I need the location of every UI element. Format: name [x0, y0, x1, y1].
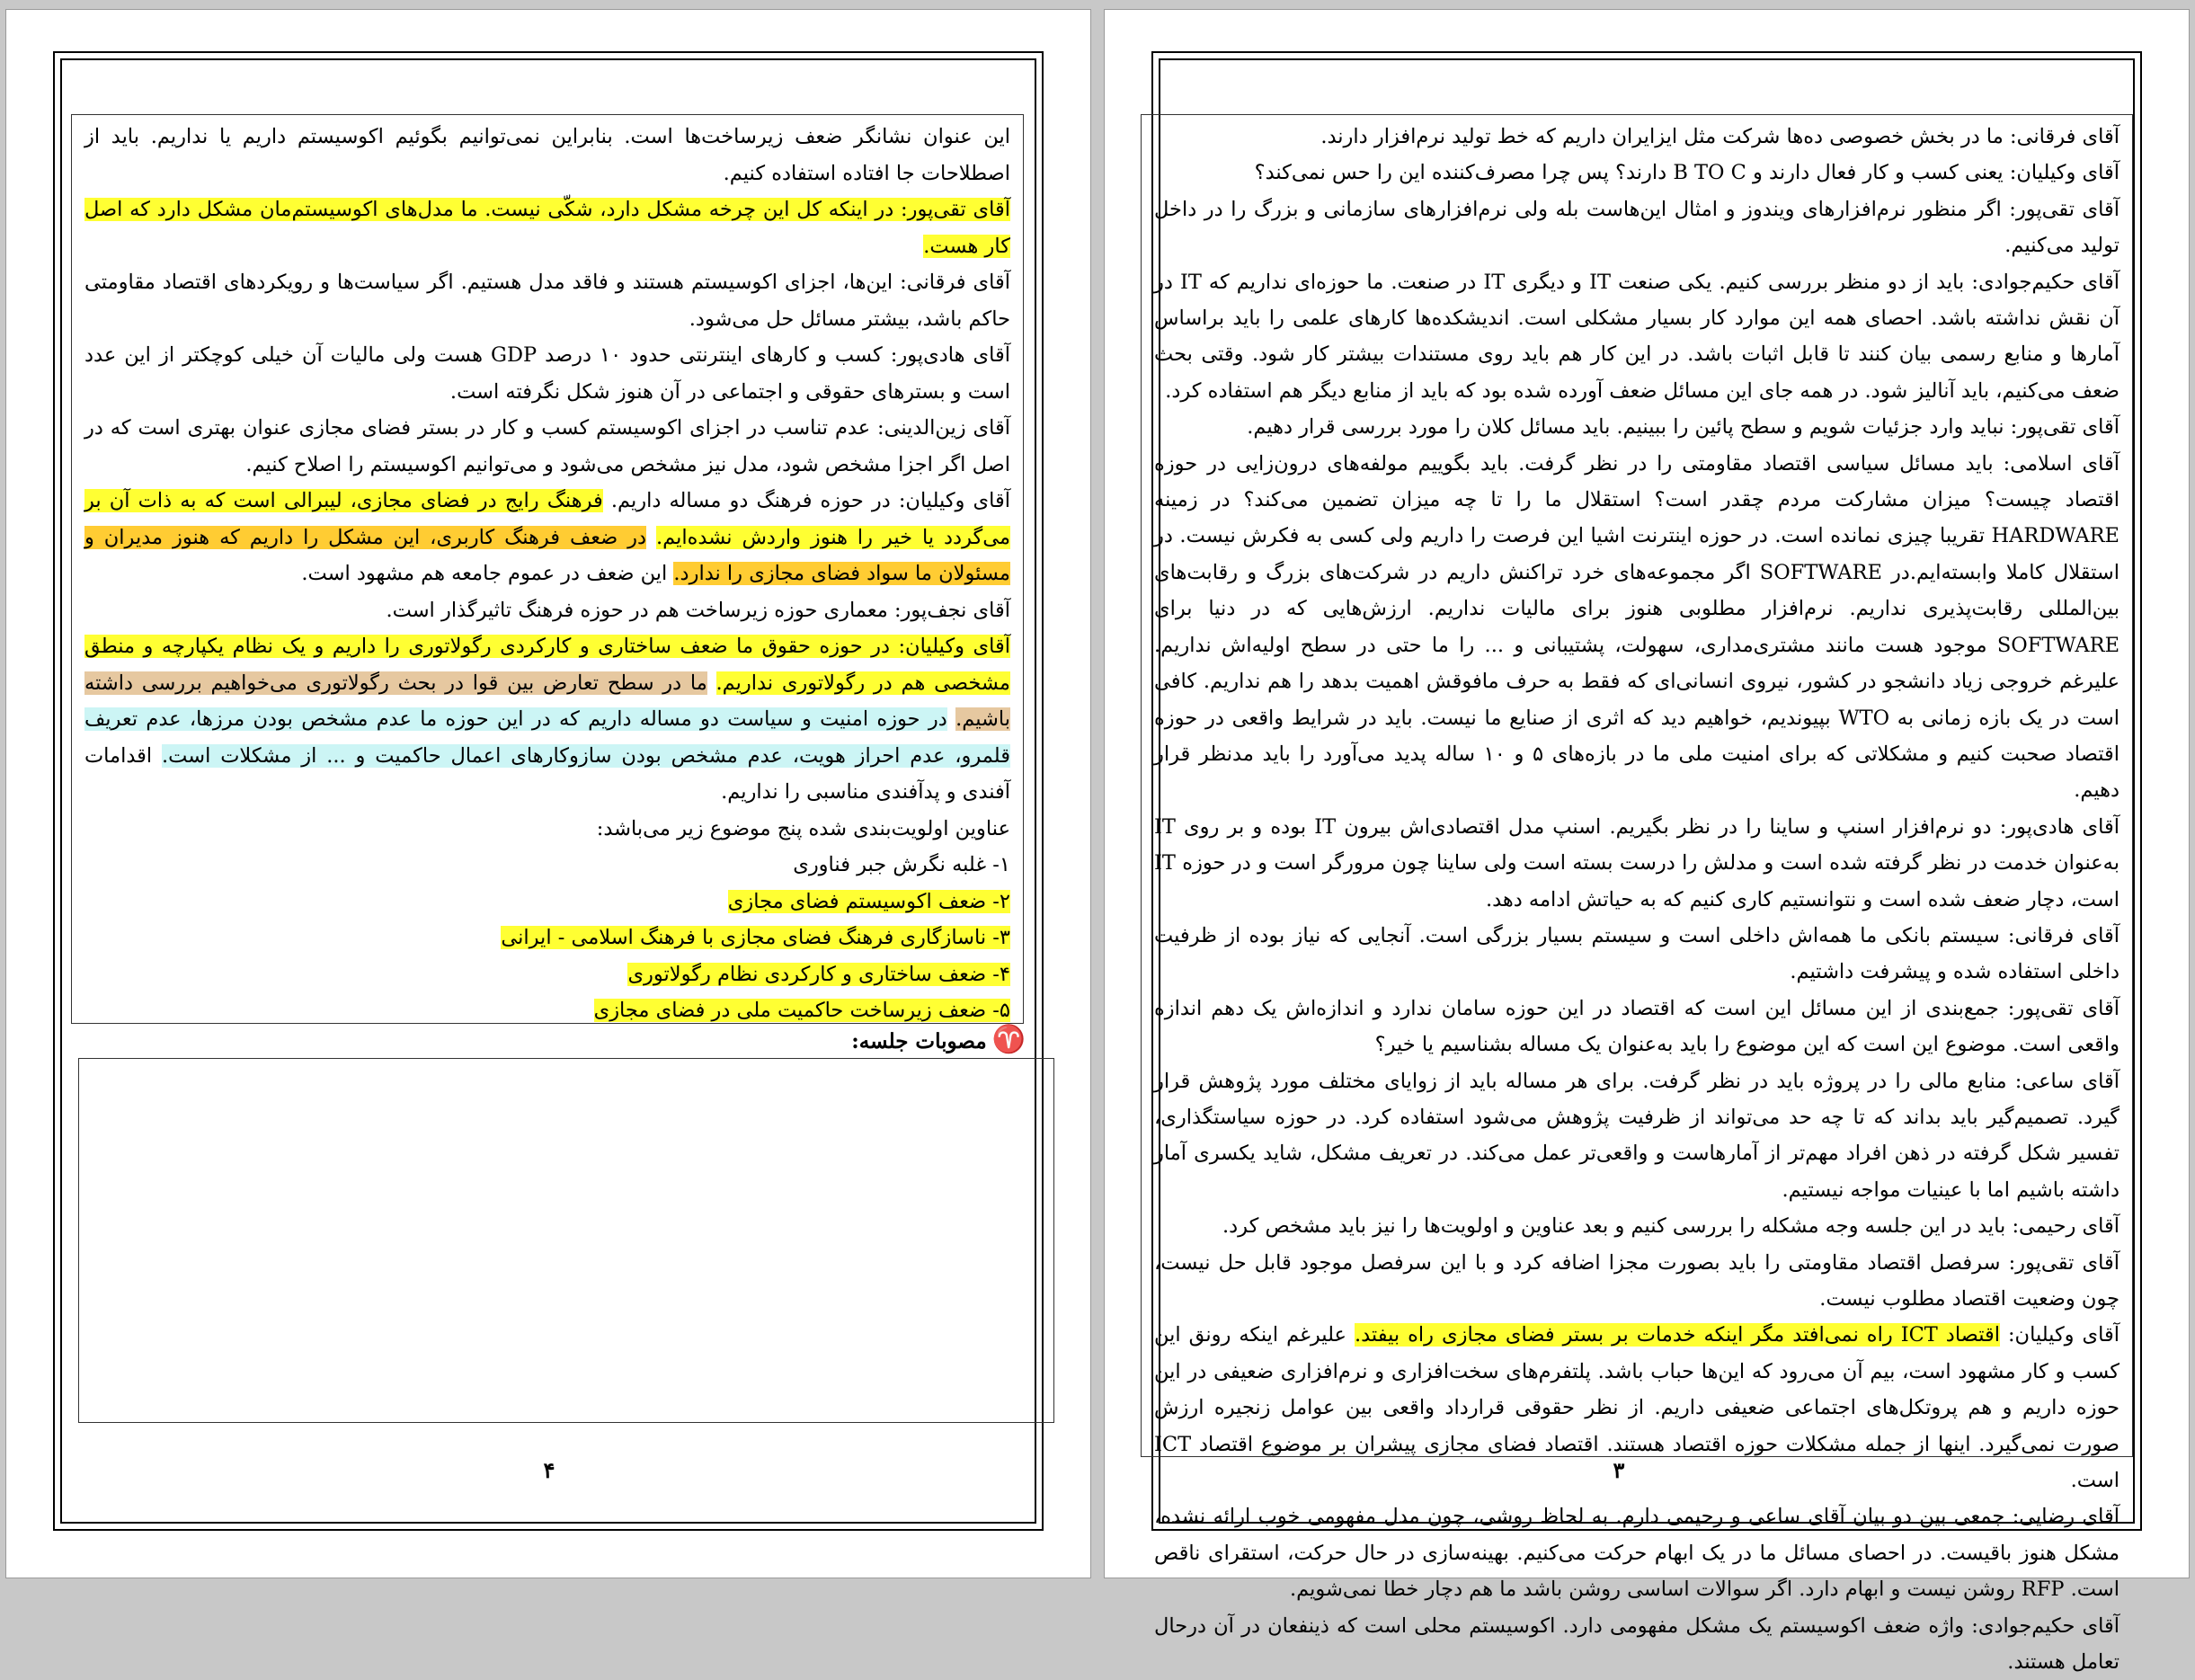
decisions-box: [78, 1058, 1054, 1423]
priority-item: ۲- ضعف اکوسیستم فضای مجازی: [727, 889, 1010, 913]
priorities-intro: عناوین اولویت‌بندی شده پنج موضوع زیر می‌باشد:: [596, 816, 1010, 840]
page-number: ۴: [543, 1457, 555, 1483]
highlight: آقای وکیلیان: در حوزه حقوق ما ضعف ساختاری و کارکردی رگولاتوری را داریم و یک نظام یکپارچه و منطق مشخصی هم در رگولاتوری نداریم.: [84, 635, 1010, 695]
minutes-textbox: [1141, 114, 2133, 1675]
highlight: آقای تقی‌پور: در اینکه کل این چرخه مشکل دارد، شکّی نیست. ما مدل‌های اکوسیستم‌مان مشکل دارد که اصل کار هست.: [84, 198, 1010, 258]
paragraph: آقای وکیلیان: اقتصاد ICT راه نمی‌افتد مگر اینکه خدمات بر بستر فضای مجازی راه بیفتد. علیرغم اینکه رونق این کسب و کار مشهود است، بیم آن می‌رود که این‌ها حباب باشد. پلتفرم‌های سخت‌افزاری و نرم‌افزاری ضعیفی در این حوزه داریم و هم پروتکل‌های اجتماعی ضعیفی داریم. از نظر حقوقی قرارداد واقعی بین عوامل زنجیره ارزش صورت نمی‌گیرد. اینها از جمله مشکلات حوزه اقتصاد هستند. اقتصاد فضای مجازی پیشران بر موضوع اقتصاد ICT است.: [1154, 1323, 2119, 1493]
paragraph: آقای تقی‌پور: نباید وارد جزئیات شویم و سطح پائین را ببینیم. باید مسائل کلان را مورد بررسی قرار دهیم.: [1247, 415, 2119, 440]
paragraph: آقای فرقانی: سیستم بانکی ما همه‌اش داخلی است و سیستم بسیار بزرگی است. آنجایی که نیاز بوده از ظرفیت داخلی استفاده شده و پیشرفت داشتیم.: [1154, 923, 2119, 984]
page-3: [1104, 9, 2190, 1675]
paragraph: [84, 191, 1010, 264]
paragraph: آقای نجف‌پور: معماری حوزه زیرساخت هم در حوزه فرهنگ تاثیرگذار است.: [386, 598, 1010, 622]
paragraph: آقای اسلامی: باید مسائل سیاسی اقتصاد مقاومتی را در نظر گرفت. باید بگوییم مولفه‌های درون‌زایی در حوزه اقتصاد چیست؟ میزان مشارکت مردم چقدر است؟ استقلال ما را تا چه میزان تضمین می‌کند؟ در زمینه HARDWARE تقریبا چیزی نمانده است. در حوزه اینترنت اشیا این فرصت را داریم ولی کسی به فکرش نیست. در استقلال کاملا وابسته‌ایم.در SOFTWARE اگر مجموعه‌های خرد تراکنش داریم در شرکت‌های بزرگ و رقابت‌های بین‌المللی رقابت‌پذیری نداریم. نرم‌افزار مطلوبی هنوز برای مالیات نداریم. ارزش‌هایی که در دنیا برای SOFTWARE موجود هست مانند مشتری‌مداری، سهولت، پشتیبانی و ... را ما حتی در سطح اولیه‌اش نداریم. علیرغم خروجی زیاد دانشجو در کشور، نیروی انسانی‌ای که فقط به حرف مافوقش اهمیت بدهد را هم نداریم. کافی است در یک بازه زمانی به WTO بپیوندیم، خواهیم دید که اثری از صنایع ما نیست. باید در شرایط واقعی در حوزه اقتصاد صحبت کنیم و مشکلاتی که برای امنیت ملی ما در بازه‌های ۵ و ۱۰ ساله پدید می‌آورد را باید مدنظر قرار دهیم.: [1154, 451, 2120, 803]
paragraph: آقای ساعی: منابع مالی را در پروژه باید در نظر گرفت. برای هر مساله باید از زوایای مختلف مورد پژوهش قرار گیرد. تصمیم‌گیر باید بداند که تا چه حد می‌تواند از ظرفیت پژوهش می‌شود استفاده کرد. در حوزه سیاستگذاری، تفسیر شکل گرفته در ذهن افراد مهم‌تر از آمارهاست و واقعی‌تر عمل می‌کند. در تعریف مشکل، شاید یکسری آمار داشته باشیم اما با عینیات مواجه نیستیم.: [1154, 1069, 2119, 1202]
paragraph: آقای زین‌الدینی: عدم تناسب در اجزای اکوسیستم کسب و کار در بستر فضای مجازی عنوان بهتری است که در اصل اگر اجزا مشخص شود، مدل نیز مشخص می‌شود و می‌توانیم اکوسیستم را اصلاح کنیم.: [84, 416, 1010, 476]
page-4: [5, 9, 1091, 1578]
paragraph: آقای رضایی: جمعی بین دو بیان آقای ساعی و رحیمی دارم. به لحاظ روشی، چون مدل مفهومی خوب ارائه نشده، مشکل هنوز باقیست. در احصای مسائل ما در یک ابهام حرکت می‌کنیم. بهینه‌سازی در حال حرکت، استقرای ناقص است. RFP روشن نیست و ابهام دارد. اگر سوالات اساسی روشن باشد ما هم دچار خطا نمی‌شویم.: [1154, 1505, 2119, 1602]
paragraph: آقای حکیم‌جوادی: واژه ضعف اکوسیستم یک مشکل مفهومی دارد. اکوسیستم محلی است که ذینفعان در آن درحال تعامل هستند.: [1154, 1613, 2119, 1675]
paragraph: آقای وکیلیان: در حوزه حقوق ما ضعف ساختاری و کارکردی رگولاتوری را داریم و یک نظام یکپارچه و منطق مشخصی هم در رگولاتوری نداریم. ما در سطح تعارض بین قوا در بحث رگولاتوری می‌خواهیم بررسی داشته باشیم. در حوزه امنیت و سیاست دو مساله داریم که در این حوزه ما عدم مشخص بودن مرزها، عدم تعریف قلمرو، عدم احراز هویت، عدم مشخص بودن سازوکارهای اعمال حاکمیت و ... از مشکلات است. اقدامات آفندی و پدآفندی مناسبی را نداریم.: [84, 635, 1011, 804]
paragraph: آقای تقی‌پور: جمع‌بندی از این مسائل این است که اقتصاد در این حوزه سامان ندارد و اندازه‌اش یک دهم اندازه واقعی است. موضوع این است که این موضوع را باید به‌عنوان یک مساله بشناسیم یا خیر؟: [1154, 996, 2119, 1057]
paragraph: آقای فرقانی: این‌ها، اجزای اکوسیستم هستند و فاقد مدل هستیم. اگر سیاست‌ها و رویکردهای اقتصاد مقاومتی حاکم باشد، بیشتر مسائل حل می‌شود.: [84, 271, 1010, 331]
highlight: در حوزه امنیت و سیاست دو مساله داریم که در این حوزه ما عدم مشخص بودن مرزها، عدم تعریف قلمرو، عدم احراز هویت، عدم مشخص بودن سازوکارهای اعمال حاکمیت و ... از مشکلات است.: [84, 707, 1011, 768]
paragraph: آقای تقی‌پور: سرفصل اقتصاد مقاومتی را باید بصورت مجزا اضافه کرد و با این سرفصل موجود قابل حل نیست، چون وضعیت اقتصاد مطلوب نیست.: [1154, 1250, 2119, 1311]
paragraph: آقای هادی‌پور: دو نرم‌افزار اسنپ و ساینا را در نظر بگیریم. اسنپ مدل اقتصادی‌اش بیرون IT بوده و بر روی IT به‌عنوان خدمت در نظر گرفته شده است و مدلش را درست بسته است ولی ساینا چون مرورگر است و در حوزه IT است، دچار ضعف شده است و نتوانستیم کاری کنیم که به حیاتش ادامه دهد.: [1154, 814, 2119, 911]
paragraph: آقای تقی‌پور: اگر منظور نرم‌افزارهای ویندوز و امثال این‌هاست بله ولی نرم‌افزارهای سازمانی و بزرگ را در داخل تولید می‌کنیم.: [1154, 197, 2119, 258]
decisions-heading: ♈مصوبات جلسه:: [851, 1024, 1026, 1055]
paragraph: آقای وکیلیان: در حوزه فرهنگ دو مساله داریم. فرهنگ رایج در فضای مجازی، لیبرالی است که به ذات آن بر می‌گردد یا خیر را هنوز واردش نشده‌ایم. در ضعف فرهنگ کاربری، این مشکل را داریم که هنوز مدیران و مسئولان ما سواد فضای مجازی را ندارد. این ضعف در عموم جامعه هم مشهود است.: [84, 489, 1010, 585]
highlight: در ضعف فرهنگ کاربری، این مشکل را داریم که هنوز مدیران و مسئولان ما سواد فضای مجازی را ندارد.: [84, 525, 1010, 585]
paragraph: این عنوان نشانگر ضعف زیرساخت‌ها است. بنابراین نمی‌توانیم بگوئیم اکوسیستم داریم یا نداریم. باید از اصطلاحات جا افتاده استفاده کنیم.: [84, 125, 1010, 185]
paragraph: آقای هادی‌پور: کسب و کارهای اینترنتی حدود ۱۰ درصد GDP هست ولی مالیات آن خیلی کوچکتر از این عدد است و بسترهای حقوقی و اجتماعی در آن هنوز شکل نگرفته است.: [84, 343, 1010, 404]
paragraph: آقای رحیمی: باید در این جلسه وجه مشکله را بررسی کنیم و بعد عناوین و اولویت‌ها را نیز باید مشخص کرد.: [1222, 1214, 2119, 1239]
highlight: ما در سطح تعارض بین قوا در بحث رگولاتوری می‌خواهیم بررسی داشته باشیم.: [84, 671, 1010, 731]
paragraph: آقای فرقانی: ما در بخش خصوصی ده‌ها شرکت مثل ایزایران داریم که خط تولید نرم‌افزار دارند.: [1320, 125, 2119, 148]
page-number: ۳: [1613, 1457, 1625, 1483]
paragraph: آقای حکیم‌جوادی: باید از دو منظر بررسی کنیم. یکی صنعت IT و دیگری IT در صنعت. ما حوزه‌ای نداریم که IT در آن نقش نداشته باشد. احصای همه این موارد کار بسیار مشکلی است. اندیشکده‌ها کارهای علمی را باید براساس آمارها و منابع رسمی بیان کنند تا قابل اثبات باشد. در این کار هم باید روی مستندات بیشتر کار شود. وقتی بحث ضعف می‌کنیم، باید آنالیز شود. در همه جای این مسائل ضعف آورده شده بود که باید از منابع دیگر هم استفاده کرد.: [1154, 270, 2119, 403]
highlight: فرهنگ رایج در فضای مجازی، لیبرالی است که به ذات آن بر می‌گردد یا خیر را هنوز واردش نشده‌ایم.: [84, 489, 1010, 549]
priority-item: ۵- ضعف زیرساخت حاکمیت ملی در فضای مجازی: [593, 999, 1010, 1022]
priority-item: ۱- غلبه نگرش جبر فناوری: [793, 853, 1010, 876]
highlight: اقتصاد ICT راه نمی‌افتد مگر اینکه خدمات بر بستر فضای مجازی راه بیفتد.: [1354, 1323, 2000, 1347]
paragraph: آقای وکیلیان: یعنی کسب و کار فعال دارند و B TO C دارند؟ پس چرا مصرف‌کننده این را حس نمی‌کند؟: [1254, 161, 2119, 185]
priority-item: ۴- ضعف ساختاری و کارکردی نظام رگولاتوری: [627, 962, 1010, 986]
minutes-textbox: [71, 114, 1024, 1024]
priority-item: ۳- ناسازگاری فرهنگ فضای مجازی با فرهنگ اسلامی - ایرانی: [501, 926, 1010, 949]
aries-icon: ♈: [991, 1024, 1026, 1055]
